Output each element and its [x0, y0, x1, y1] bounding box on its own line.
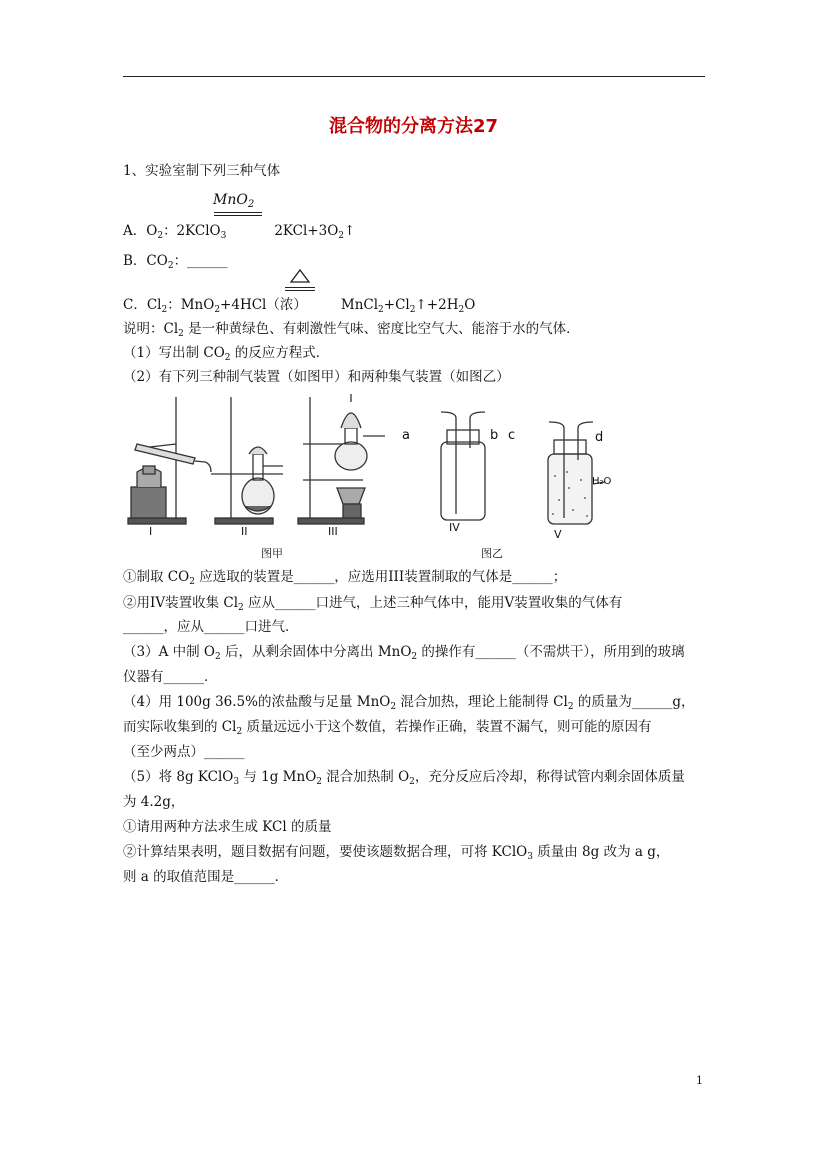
q5-line: （5）将 8g KClO$_3$ 与 1g MnO$_2$ 混合加热制 $O_2$，充分反应后冷却，称得试管内剩余固体质量: [123, 769, 685, 787]
q5-2-line-2: 则 a 的取值范围是______．: [123, 869, 289, 885]
label-V: V: [554, 528, 562, 541]
q5-1-line: ①请用两种方法求生成 KCl 的质量: [123, 819, 332, 835]
label-II: II: [241, 525, 248, 538]
port-d: d: [595, 430, 604, 445]
port-c: c: [508, 428, 516, 443]
header-rule: [123, 76, 705, 77]
reaction-condition-line: [214, 212, 262, 216]
water-label: H₂O: [592, 476, 612, 487]
note-line: 说明：$Cl_2$ 是一种黄绿色、有刺激性气味、密度比空气大、能溶于水的气体．: [123, 321, 580, 339]
q4-line: （4）用 100g 36.5%的浓盐酸与足量 MnO$_2$ 混合加热，理论上能制得 $Cl_2$ 的质量为______g，: [123, 694, 695, 712]
q2-2-line-2: ______，应从______口进气．: [123, 619, 299, 635]
option-b: B．$CO_2$：______: [123, 253, 228, 271]
page-title: 混合物的分离方法27: [328, 116, 499, 137]
option-a: A．$O_2$：2KClO$_3$ $2KCl+3O_2↑$: [123, 223, 356, 241]
page-number: 1: [696, 1074, 703, 1087]
q2-2-line: ②用IV装置收集 $Cl_2$ 应从______口进气，上述三种气体中，能用V装置收集的气体有: [123, 595, 623, 613]
caption-left: 图甲: [261, 547, 283, 560]
heat-condition-line: [285, 287, 315, 291]
label-I: I: [149, 525, 153, 538]
port-b: b: [490, 428, 499, 443]
caption-right: 图乙: [481, 547, 503, 560]
q2-line: （2）有下列三种制气装置（如图甲）和两种集气装置（如图乙）: [123, 369, 510, 385]
catalyst-label: MnO$_2$: [213, 192, 255, 210]
heat-triangle-icon: [289, 268, 311, 284]
q4-line-2: 而实际收集到的 $Cl_2$ 质量远远小于这个数值，若操作正确，装置不漏气，则可能的原因有: [123, 719, 652, 737]
label-IV: IV: [449, 521, 460, 534]
question-intro: 1、实验室制下列三种气体: [123, 163, 281, 179]
apparatus-drawing: [123, 392, 623, 564]
q3-line-2: 仪器有______．: [123, 669, 218, 685]
apparatus-figure: [123, 392, 623, 568]
q4-line-3: （至少两点）______: [123, 744, 245, 760]
q2-1-line: ①制取 $CO_2$ 应选取的装置是______，应选用III装置制取的气体是______；: [123, 569, 567, 587]
option-c: C．$Cl_2$：MnO$_2$+4HCl（浓） $MnCl_2+Cl_2↑+2H_2O$: [123, 297, 476, 315]
q5-line-2: 为 4.2g，: [123, 794, 185, 810]
label-III: III: [328, 525, 338, 538]
q3-line: （3）A 中制 $O_2$ 后，从剩余固体中分离出 MnO$_2$ 的操作有______（不需烘干），所用到的玻璃: [123, 644, 685, 662]
q1-line: （1）写出制 $CO_2$ 的反应方程式．: [123, 345, 330, 363]
port-a: a: [402, 428, 410, 443]
q5-2-line: ②计算结果表明，题目数据有问题，要使该题数据合理，可将 KClO$_3$ 质量由 8g 改为 a g，: [123, 844, 670, 862]
